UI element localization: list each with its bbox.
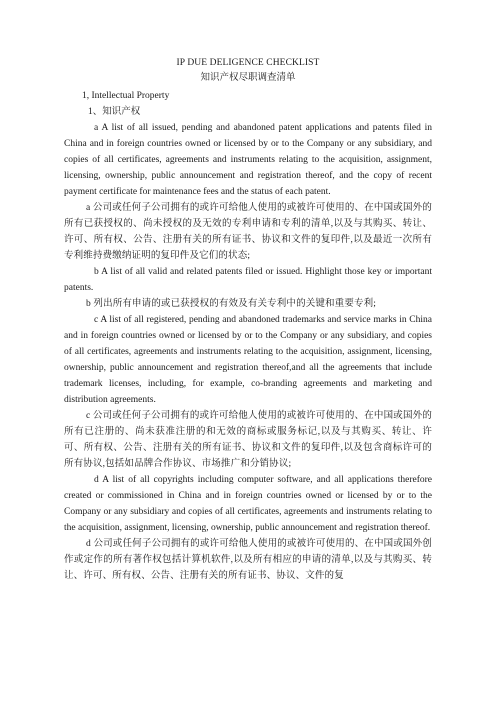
- paragraph-d-cn: d 公司或任何子公司拥有的或许可给他人使用的或被许可使用的、在中国或国外创作或定作的所有著作权包括计算机软件,以及所有相应的申请的清单,以及与其购买、转让、许可、所有权、公告、注册有关的所有证书、协议、文件的复: [64, 539, 432, 581]
- document-title: IP DUE DELIGENCE CHECKLIST: [176, 58, 320, 68]
- paragraph-b-cn: b 列出所有申请的或已获授权的有效及有关专利中的关键和重要专利;: [86, 299, 377, 309]
- paragraph-b-en: b A list of all valid and related patents filed or issued. Highlight those key or important patents.: [64, 267, 432, 293]
- document-body: [64, 56, 432, 584]
- paragraph-d-en: d A list of all copyrights including computer software, and all applications therefore created or commissioned in China and in foreign countries owned or licensed by or to the Company or any subsidiary and copies of all certificates, agreements and instruments relating to the acquisition, assignment, licensing, ownership, public announcement and registration thereof.: [64, 475, 432, 533]
- paragraph-c-en: c A list of all registered, pending and abandoned trademarks and service marks in China and in foreign countries owned or licensed by or to the Company or any subsidiary, and copies of all certificates, agreements and instruments relating to the acquisition, assignment, licensing, ownership, public announcement and registration thereof,and all the agreements that include trademark licenses, including, for example, co-branding agreements and marketing and distribution agreements.: [64, 315, 432, 405]
- section-heading-en: 1, Intellectual Property: [82, 91, 170, 101]
- paragraph-a-en: a A list of all issued, pending and abandoned patent applications and patents filed in China and in foreign countries owned or licensed by or to the Company or any subsidiary, and copies of all certificates, agreements and instruments relating to the acquisition, assignment, licensing, ownership, public announcement and registration thereof, and the copy of recent payment certificate for maintenance fees and the status of each patent.: [64, 123, 432, 197]
- document-subtitle: 知识产权尽职调查清单: [200, 73, 296, 83]
- section-heading-cn: 1、知识产权: [88, 107, 141, 117]
- paragraph-a-cn: a 公司或任何子公司拥有的或许可给他人使用的或被许可使用的、在中国或国外的所有已获授权的、尚未授权的及无效的专利申请和专利的清单,以及与其购买、转让、许可、所有权、公告、注册有关的所有证书、协议和文件的复印件,以及最近一次所有专利维持费缴纳证明的复印件及它们的状态;: [64, 203, 432, 261]
- paragraph-c-cn: c 公司或任何子公司拥有的或许可给他人使用的或被许可使用的、在中国或国外的所有已注册的、尚未获准注册的和无效的商标或服务标记,以及与其购买、转让、许可、所有权、公告、注册有关的所有证书、协议和文件的复印件,以及包含商标许可的所有协议,包括如品牌合作协议、市场推广和分销协议;: [64, 411, 432, 469]
